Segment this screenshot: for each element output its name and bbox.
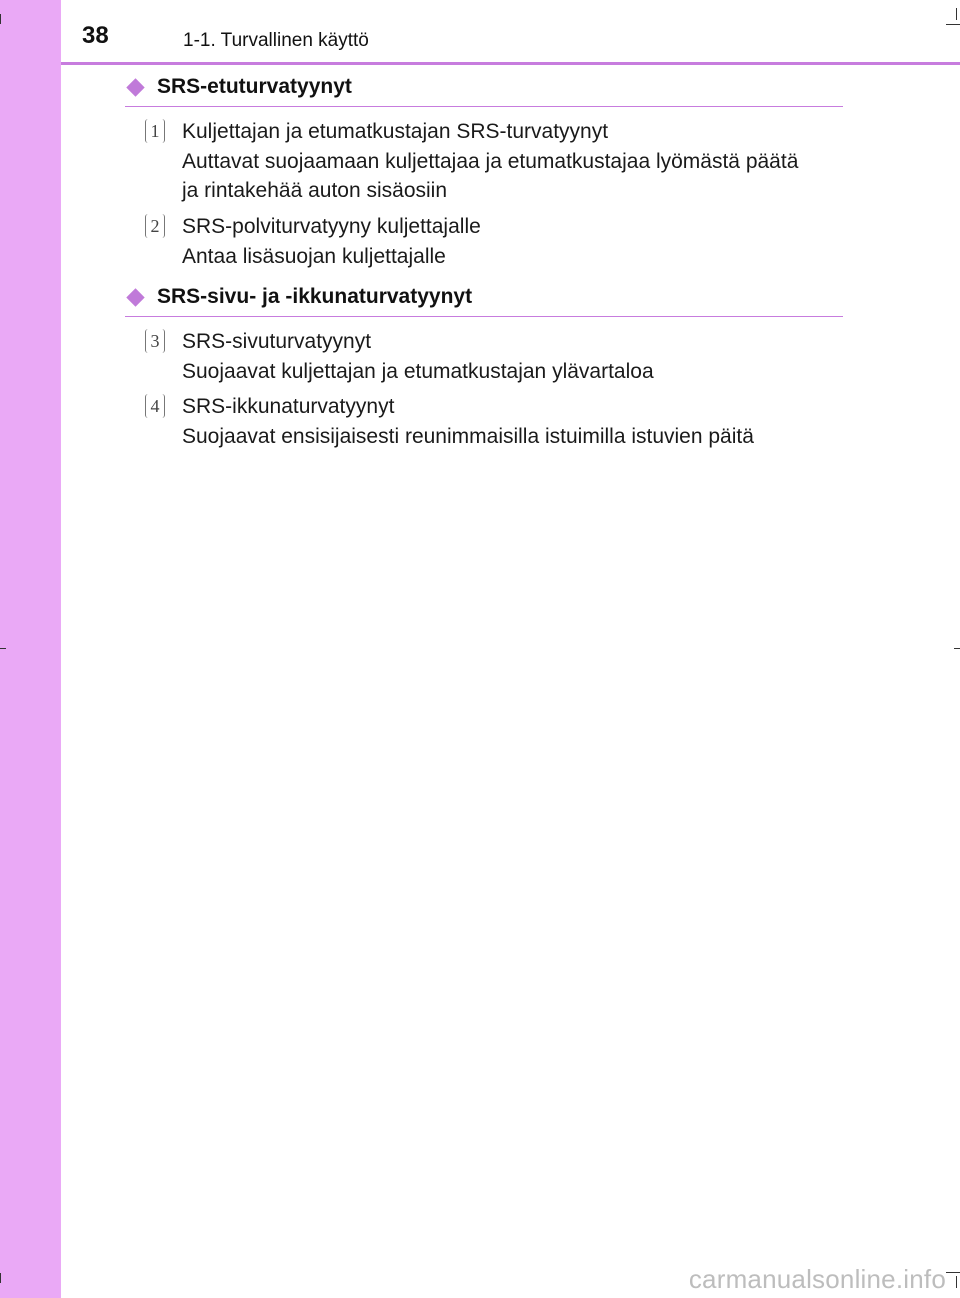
crop-mark xyxy=(0,648,6,649)
crop-mark xyxy=(956,1276,957,1288)
section-title: SRS-etuturvatyynyt xyxy=(157,75,352,98)
side-color-band xyxy=(0,0,61,1298)
item-title: SRS-ikkunaturvatyynyt xyxy=(182,395,395,418)
crop-mark xyxy=(954,648,960,649)
item-description: Antaa lisäsuojan kuljettajalle xyxy=(182,244,446,268)
crop-mark xyxy=(0,1273,1,1283)
watermark: carmanualsonline.info xyxy=(688,1264,946,1294)
item-title: SRS-polviturvatyyny kuljettajalle xyxy=(182,215,481,238)
item-text xyxy=(182,117,842,206)
item-number: 4 xyxy=(150,396,160,416)
page-number: 38 xyxy=(82,22,109,49)
crop-mark xyxy=(956,8,957,20)
crop-mark xyxy=(0,14,1,24)
section-title: SRS-sivu- ja -ikkunaturvatyynyt xyxy=(157,285,473,308)
diamond-bullet-icon xyxy=(126,288,144,306)
item-title: SRS-sivuturvatyynyt xyxy=(182,330,372,353)
section-heading xyxy=(125,285,843,317)
item-number: 3 xyxy=(150,331,160,351)
item-description: Suojaavat kuljettajan ja etumatkustajan ylävartaloa xyxy=(182,359,654,383)
section-heading xyxy=(125,75,843,107)
crop-mark xyxy=(946,1272,960,1273)
item-text xyxy=(182,327,842,386)
item-number: 1 xyxy=(150,121,160,141)
item-text xyxy=(182,392,842,451)
item-description: Auttavat suojaamaan kuljettajaa ja etumatkustajaa lyömästä päätä xyxy=(182,149,799,173)
item-description: Suojaavat ensisijaisesti reunimmaisilla istuimilla istuvien päitä xyxy=(182,424,754,448)
item-description: ja rintakehää auton sisäosiin xyxy=(182,179,448,202)
crop-mark xyxy=(946,24,960,25)
item-title: Kuljettajan ja etumatkustajan SRS-turvatyynyt xyxy=(182,120,609,143)
diamond-bullet-icon xyxy=(126,78,144,96)
item-text xyxy=(182,212,842,271)
header-divider xyxy=(61,62,960,65)
item-number: 2 xyxy=(150,216,160,236)
chapter-title: 1-1. Turvallinen käyttö xyxy=(183,30,369,51)
